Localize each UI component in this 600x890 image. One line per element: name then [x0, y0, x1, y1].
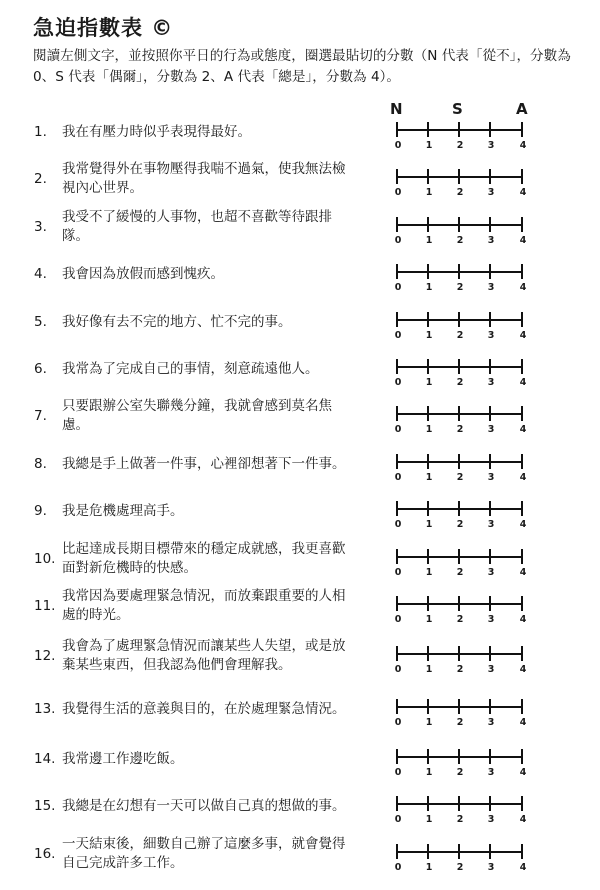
scale-tick[interactable]: [521, 596, 523, 611]
scale-value-label[interactable]: 4: [519, 235, 527, 246]
scale-value-label[interactable]: 3: [487, 519, 495, 530]
scale-value-label[interactable]: 4: [519, 717, 527, 728]
scale-tick[interactable]: [396, 596, 398, 611]
scale-value-label[interactable]: 1: [425, 664, 433, 675]
question-number: 4.: [34, 266, 47, 282]
scale-value-label[interactable]: 2: [456, 567, 464, 578]
scale-value-label[interactable]: 4: [519, 567, 527, 578]
scale-tick[interactable]: [489, 122, 491, 137]
scale-tick[interactable]: [396, 217, 398, 232]
scale-tick[interactable]: [396, 406, 398, 421]
rating-scale: [388, 594, 528, 628]
scale-value-label[interactable]: 2: [456, 472, 464, 483]
scale-tick[interactable]: [521, 501, 523, 516]
question-text: [62, 685, 352, 733]
scale-tick[interactable]: [521, 122, 523, 137]
scale-value-label[interactable]: 1: [425, 330, 433, 341]
scale-tick[interactable]: [521, 406, 523, 421]
scale-value-label[interactable]: 1: [425, 567, 433, 578]
question-text: [62, 345, 352, 393]
question-row: [0, 392, 600, 440]
scale-value-label[interactable]: 1: [425, 140, 433, 151]
scale-tick[interactable]: [396, 749, 398, 764]
scale-tick[interactable]: [489, 217, 491, 232]
scale-tick[interactable]: [427, 796, 429, 811]
rating-scale: [388, 842, 528, 876]
question-number: 1.: [34, 124, 47, 140]
instructions: 閱讀左側文字，並按照你平日的行為或態度，圈選最貼切的分數（N 代表「從不」，分數為 0、S 代表「偶爾」，分數為 2、A 代表「總是」，分數為 4）。: [33, 48, 571, 85]
scale-tick[interactable]: [521, 454, 523, 469]
question-number: 11.: [34, 598, 56, 614]
scale-tick[interactable]: [427, 312, 429, 327]
scale-value-label[interactable]: 4: [519, 187, 527, 198]
scale-value-label[interactable]: 0: [394, 862, 402, 873]
scale-tick[interactable]: [396, 312, 398, 327]
scale-tick[interactable]: [396, 796, 398, 811]
rating-scale: [388, 499, 528, 533]
question-number: 7.: [34, 408, 47, 424]
scale-tick[interactable]: [458, 406, 460, 421]
question-text-content: 我總是手上做著一件事，心裡卻想著下一件事。: [62, 455, 346, 472]
question-text-content: 我總是在幻想有一天可以做自己真的想做的事。: [62, 797, 346, 814]
question-row: [0, 535, 600, 583]
question-row: [0, 830, 600, 878]
question-number: 16.: [34, 846, 56, 862]
scale-value-label[interactable]: 0: [394, 767, 402, 778]
scale-tick[interactable]: [489, 749, 491, 764]
scale-value-label[interactable]: 0: [394, 282, 402, 293]
question-text-content: 一天結束後，細數自己辦了這麼多事，就會覺得自己完成許多工作。: [62, 836, 346, 871]
scale-value-label[interactable]: 1: [425, 519, 433, 530]
scale-tick[interactable]: [458, 359, 460, 374]
question-number: 12.: [34, 648, 56, 664]
scale-tick[interactable]: [489, 796, 491, 811]
question-row: [0, 250, 600, 298]
scale-tick[interactable]: [489, 844, 491, 859]
scale-tick[interactable]: [458, 312, 460, 327]
question-text: [62, 298, 352, 346]
scale-value-label[interactable]: 3: [487, 614, 495, 625]
scale-tick[interactable]: [521, 312, 523, 327]
scale-tick[interactable]: [489, 169, 491, 184]
question-text: [62, 535, 352, 583]
question-text: [62, 155, 352, 203]
scale-value-label[interactable]: 3: [487, 140, 495, 151]
scale-tick[interactable]: [427, 406, 429, 421]
scale-value-label[interactable]: 2: [456, 235, 464, 246]
question-row: [0, 108, 600, 156]
scale-tick[interactable]: [396, 699, 398, 714]
scale-value-label[interactable]: 0: [394, 664, 402, 675]
scale-value-label[interactable]: 1: [425, 235, 433, 246]
question-row: [0, 782, 600, 830]
question-text-content: 只要跟辦公室失聯幾分鐘，我就會感到莫名焦慮。: [62, 398, 332, 433]
question-row: [0, 582, 600, 630]
scale-value-label[interactable]: 3: [487, 567, 495, 578]
question-text: [62, 203, 352, 251]
rating-scale: [388, 747, 528, 781]
scale-value-label[interactable]: 0: [394, 472, 402, 483]
scale-tick[interactable]: [458, 596, 460, 611]
question-text: [62, 582, 352, 630]
scale-tick[interactable]: [458, 844, 460, 859]
scale-value-label[interactable]: 2: [456, 717, 464, 728]
scale-tick[interactable]: [521, 646, 523, 661]
scale-tick[interactable]: [396, 359, 398, 374]
question-text: [62, 830, 352, 878]
rating-scale: [388, 794, 528, 828]
scale-value-label[interactable]: 0: [394, 235, 402, 246]
scale-tick[interactable]: [489, 359, 491, 374]
question-text: [62, 632, 352, 680]
scale-tick[interactable]: [458, 699, 460, 714]
scale-tick[interactable]: [396, 454, 398, 469]
question-text-content: 比起達成長期目標帶來的穩定成就感，我更喜歡面對新危機時的快感。: [62, 541, 346, 576]
question-text-content: 我常邊工作邊吃飯。: [62, 750, 184, 767]
question-text: [62, 392, 352, 440]
question-text-content: 我常覺得外在事物壓得我喘不過氣，使我無法檢視內心世界。: [62, 161, 346, 196]
scale-tick[interactable]: [521, 844, 523, 859]
question-row: [0, 298, 600, 346]
question-text-content: 我常為了完成自己的事情，刻意疏遠他人。: [62, 360, 319, 377]
question-number: 10.: [34, 551, 56, 567]
scale-value-label[interactable]: 3: [487, 814, 495, 825]
question-text-content: 我是危機處理高手。: [62, 502, 184, 519]
scale-value-label[interactable]: 2: [456, 377, 464, 388]
scale-value-label[interactable]: 3: [487, 235, 495, 246]
question-number: 14.: [34, 751, 56, 767]
scale-value-label[interactable]: 0: [394, 614, 402, 625]
scale-tick[interactable]: [427, 217, 429, 232]
question-row: [0, 487, 600, 535]
scale-value-label[interactable]: 3: [487, 862, 495, 873]
rating-scale: [388, 697, 528, 731]
scale-value-label[interactable]: 4: [519, 282, 527, 293]
scale-value-label[interactable]: 4: [519, 519, 527, 530]
scale-value-label[interactable]: 2: [456, 519, 464, 530]
scale-value-label[interactable]: 4: [519, 330, 527, 341]
rating-scale: [388, 310, 528, 344]
scale-value-label[interactable]: 2: [456, 424, 464, 435]
scale-value-label[interactable]: 1: [425, 424, 433, 435]
scale-value-label[interactable]: 0: [394, 377, 402, 388]
question-text-content: 我好像有去不完的地方、忙不完的事。: [62, 313, 292, 330]
question-row: [0, 735, 600, 783]
scale-tick[interactable]: [427, 549, 429, 564]
scale-tick[interactable]: [427, 844, 429, 859]
question-number: 6.: [34, 361, 47, 377]
scale-value-label[interactable]: 0: [394, 717, 402, 728]
scale-value-label[interactable]: 0: [394, 814, 402, 825]
scale-value-label[interactable]: 0: [394, 140, 402, 151]
rating-scale: [388, 644, 528, 678]
scale-value-label[interactable]: 3: [487, 330, 495, 341]
scale-value-label[interactable]: 2: [456, 282, 464, 293]
scale-tick[interactable]: [427, 359, 429, 374]
scale-value-label[interactable]: 4: [519, 814, 527, 825]
rating-scale: [388, 120, 528, 154]
question-row: [0, 632, 600, 680]
scale-header-sometimes: S: [452, 100, 463, 118]
question-number: 5.: [34, 314, 47, 330]
scale-tick[interactable]: [458, 549, 460, 564]
scale-tick[interactable]: [489, 406, 491, 421]
scale-tick[interactable]: [489, 596, 491, 611]
rating-scale: [388, 357, 528, 391]
scale-value-label[interactable]: 1: [425, 862, 433, 873]
scale-tick[interactable]: [521, 796, 523, 811]
scale-tick[interactable]: [489, 454, 491, 469]
scale-value-label[interactable]: 1: [425, 472, 433, 483]
question-text-content: 我在有壓力時似乎表現得最好。: [62, 123, 251, 140]
rating-scale: [388, 547, 528, 581]
rating-scale: [388, 167, 528, 201]
scale-tick[interactable]: [521, 169, 523, 184]
scale-value-label[interactable]: 3: [487, 664, 495, 675]
scale-value-label[interactable]: 1: [425, 814, 433, 825]
scale-header-never: N: [390, 100, 403, 118]
scale-value-label[interactable]: 1: [425, 282, 433, 293]
scale-tick[interactable]: [489, 501, 491, 516]
scale-tick[interactable]: [427, 169, 429, 184]
scale-tick[interactable]: [458, 169, 460, 184]
scale-value-label[interactable]: 2: [456, 862, 464, 873]
scale-tick[interactable]: [427, 454, 429, 469]
scale-tick[interactable]: [489, 264, 491, 279]
scale-tick[interactable]: [458, 217, 460, 232]
question-number: 3.: [34, 219, 47, 235]
question-text: [62, 487, 352, 535]
scale-tick[interactable]: [489, 549, 491, 564]
scale-tick[interactable]: [489, 646, 491, 661]
question-number: 9.: [34, 503, 47, 519]
rating-scale: [388, 215, 528, 249]
question-row: [0, 203, 600, 251]
scale-tick[interactable]: [427, 122, 429, 137]
scale-tick[interactable]: [458, 122, 460, 137]
question-text: [62, 108, 352, 156]
scale-value-label[interactable]: 2: [456, 767, 464, 778]
scale-tick[interactable]: [521, 264, 523, 279]
scale-tick[interactable]: [396, 122, 398, 137]
scale-value-label[interactable]: 3: [487, 187, 495, 198]
scale-value-label[interactable]: 1: [425, 614, 433, 625]
question-text: [62, 250, 352, 298]
question-text-content: 我會因為放假而感到愧疚。: [62, 265, 224, 282]
question-text: [62, 735, 352, 783]
scale-value-label[interactable]: 3: [487, 377, 495, 388]
scale-value-label[interactable]: 2: [456, 614, 464, 625]
scale-value-label[interactable]: 0: [394, 187, 402, 198]
question-row: [0, 345, 600, 393]
scale-tick[interactable]: [396, 844, 398, 859]
scale-tick[interactable]: [489, 312, 491, 327]
scale-value-label[interactable]: 1: [425, 717, 433, 728]
scale-value-label[interactable]: 0: [394, 567, 402, 578]
scale-tick[interactable]: [458, 646, 460, 661]
scale-value-label[interactable]: 2: [456, 814, 464, 825]
scale-value-label[interactable]: 2: [456, 187, 464, 198]
question-number: 15.: [34, 798, 56, 814]
question-text-content: 我常因為要處理緊急情況，而放棄跟重要的人相處的時光。: [62, 588, 346, 623]
question-text: [62, 782, 352, 830]
scale-value-label[interactable]: 3: [487, 472, 495, 483]
scale-value-label[interactable]: 3: [487, 282, 495, 293]
scale-value-label[interactable]: 0: [394, 519, 402, 530]
scale-value-label[interactable]: 4: [519, 472, 527, 483]
scale-tick[interactable]: [521, 217, 523, 232]
scale-tick[interactable]: [521, 549, 523, 564]
scale-tick[interactable]: [396, 264, 398, 279]
scale-value-label[interactable]: 4: [519, 862, 527, 873]
scale-value-label[interactable]: 1: [425, 767, 433, 778]
scale-tick[interactable]: [396, 646, 398, 661]
scale-tick[interactable]: [458, 454, 460, 469]
question-text-content: 我會為了處理緊急情況而讓某些人失望，或是放棄某些東西，但我認為他們會理解我。: [62, 638, 346, 673]
rating-scale: [388, 262, 528, 296]
scale-value-label[interactable]: 4: [519, 424, 527, 435]
question-row: [0, 440, 600, 488]
question-number: 2.: [34, 171, 47, 187]
question-text-content: 我覺得生活的意義與目的，在於處理緊急情況。: [62, 700, 346, 717]
scale-value-label[interactable]: 4: [519, 377, 527, 388]
scale-value-label[interactable]: 4: [519, 614, 527, 625]
scale-tick[interactable]: [521, 699, 523, 714]
scale-tick[interactable]: [396, 169, 398, 184]
scale-tick[interactable]: [427, 264, 429, 279]
page-title: 急迫指數表 ©: [33, 16, 174, 40]
scale-tick[interactable]: [521, 749, 523, 764]
question-row: [0, 155, 600, 203]
scale-value-label[interactable]: 1: [425, 187, 433, 198]
scale-tick[interactable]: [427, 596, 429, 611]
scale-tick[interactable]: [458, 501, 460, 516]
scale-value-label[interactable]: 2: [456, 330, 464, 341]
question-number: 13.: [34, 701, 56, 717]
scale-tick[interactable]: [458, 264, 460, 279]
scale-value-label[interactable]: 3: [487, 767, 495, 778]
question-row: [0, 685, 600, 733]
question-number: 8.: [34, 456, 47, 472]
scale-tick[interactable]: [489, 699, 491, 714]
scale-value-label[interactable]: 4: [519, 767, 527, 778]
scale-value-label[interactable]: 1: [425, 377, 433, 388]
scale-tick[interactable]: [427, 749, 429, 764]
scale-tick[interactable]: [458, 796, 460, 811]
rating-scale: [388, 452, 528, 486]
scale-tick[interactable]: [427, 699, 429, 714]
scale-tick[interactable]: [427, 646, 429, 661]
scale-tick[interactable]: [396, 501, 398, 516]
scale-value-label[interactable]: 0: [394, 330, 402, 341]
scale-value-label[interactable]: 3: [487, 424, 495, 435]
scale-value-label[interactable]: 3: [487, 717, 495, 728]
scale-value-label[interactable]: 2: [456, 140, 464, 151]
scale-tick[interactable]: [458, 749, 460, 764]
question-text: [62, 440, 352, 488]
question-text-content: 我受不了緩慢的人事物，也超不喜歡等待跟排隊。: [62, 209, 332, 244]
scale-value-label[interactable]: 4: [519, 140, 527, 151]
scale-value-label[interactable]: 2: [456, 664, 464, 675]
scale-tick[interactable]: [427, 501, 429, 516]
rating-scale: [388, 404, 528, 438]
scale-tick[interactable]: [396, 549, 398, 564]
scale-value-label[interactable]: 4: [519, 664, 527, 675]
scale-header-always: A: [516, 100, 528, 118]
scale-value-label[interactable]: 0: [394, 424, 402, 435]
scale-tick[interactable]: [521, 359, 523, 374]
